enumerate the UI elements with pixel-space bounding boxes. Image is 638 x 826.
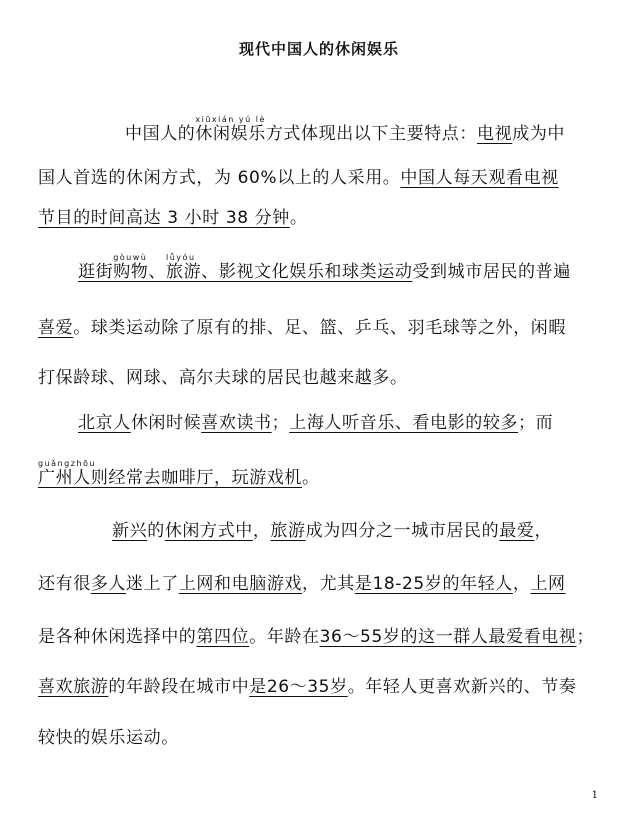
underlined-text: 北京人 xyxy=(78,413,131,433)
text: ； xyxy=(576,627,595,647)
text: 打保龄球、网球、高尔夫球的居民也越来越多。 xyxy=(38,368,408,388)
p2-line-2 xyxy=(38,318,566,338)
text: 的年龄段在城市中 xyxy=(108,677,250,697)
underlined-text: 、影视文化娱乐和球类运动 xyxy=(201,262,413,282)
p4-line-3 xyxy=(38,627,594,647)
underlined-text: 是26～35岁 xyxy=(249,677,348,697)
underlined-text: 上网 xyxy=(530,574,566,594)
ruby-xiuxian-yule xyxy=(195,115,266,144)
p4-line-2 xyxy=(38,574,566,594)
ruby-gouwu xyxy=(113,253,149,282)
underlined-text: 最爱 xyxy=(499,521,535,541)
p3-line-2 xyxy=(38,459,320,488)
p2-line-3 xyxy=(38,368,408,388)
text: 逛街 xyxy=(78,262,114,282)
text: 较快的娱乐运动。 xyxy=(38,728,179,748)
text: 、 xyxy=(148,262,167,282)
underlined-text: 喜爱 xyxy=(38,318,74,338)
underlined-text: 则经常去咖啡厅，玩游戏机 xyxy=(90,468,303,488)
text: 购物 xyxy=(113,262,149,282)
pinyin: lǚyóu xyxy=(166,253,196,262)
p4-line-4 xyxy=(38,677,577,697)
p2-line-1 xyxy=(78,253,571,282)
text: 国人首选的休闲方式，为 60%以上的人采用。 xyxy=(38,168,401,188)
p4-line-1 xyxy=(112,521,552,541)
text: 休闲时候 xyxy=(130,413,202,433)
text: 成为中 xyxy=(512,124,566,144)
underlined-text: 上网和电脑游戏 xyxy=(178,574,303,594)
text: 的 xyxy=(147,521,165,541)
underlined-text: 喜欢旅游 xyxy=(38,677,109,697)
text: ， xyxy=(252,521,271,541)
underlined-text: 多人 xyxy=(90,574,127,594)
text: 成为四分之一城市居民的 xyxy=(305,521,500,541)
text: 。球类运动除了原有的排、足、篮、乒乓、羽毛球等之外，闲暇 xyxy=(73,318,567,338)
text: 中国人的 xyxy=(125,124,196,144)
text: 。年龄在 xyxy=(249,627,320,647)
underlined-text: 休闲方式中 xyxy=(164,521,253,541)
p1-line-1 xyxy=(125,115,566,144)
text: 。年轻人更喜欢新兴的、节奏 xyxy=(347,677,577,697)
p1-line-3 xyxy=(38,208,307,228)
underlined-text: 新兴 xyxy=(112,521,148,541)
text: ；而 xyxy=(518,413,554,433)
text: 方式体现出以下主要特点： xyxy=(265,124,478,144)
text: 还有很 xyxy=(38,574,91,594)
page-title: 现代中国人的休闲娱乐 xyxy=(238,40,399,58)
text: 广州人 xyxy=(38,468,91,488)
text: 受到城市居民的普遍 xyxy=(412,262,571,282)
underlined-text: 节目的时间高达 3 小时 38 分钟 xyxy=(38,208,290,228)
underlined-text: 36～55岁的这一群人最爱看电视 xyxy=(319,627,577,647)
underlined-text: 中国人每天观看电视 xyxy=(400,168,559,188)
text: 。 xyxy=(289,208,308,228)
text: 。 xyxy=(302,468,320,488)
p4-line-5 xyxy=(38,728,179,748)
underlined-text: 上海人听音乐、看电影的较多 xyxy=(289,413,519,433)
text: 休闲娱乐 xyxy=(195,124,266,144)
underlined-text xyxy=(78,253,167,282)
text: 旅游 xyxy=(166,262,202,282)
pinyin: xiūxián yú lè xyxy=(195,115,266,124)
pinyin: guǎngzhōu xyxy=(38,459,96,468)
underlined-text: 是18-25岁的年轻人 xyxy=(354,574,513,594)
text: 是各种休闲选择中的 xyxy=(38,627,197,647)
text: ， xyxy=(512,574,531,594)
underlined-text: 旅游 xyxy=(270,521,306,541)
p1-line-2 xyxy=(38,168,559,188)
p3-line-1 xyxy=(78,413,553,433)
underlined-text: 喜欢读书 xyxy=(201,413,272,433)
text: ，尤其 xyxy=(302,574,355,594)
text: 迷上了 xyxy=(126,574,179,594)
underlined-text: 电视 xyxy=(477,124,513,144)
pinyin: gòuwù xyxy=(113,253,148,262)
page-number: 1 xyxy=(591,790,598,801)
ruby-guangzhou xyxy=(38,459,96,488)
underlined-text: 第四位 xyxy=(196,627,250,647)
text: ； xyxy=(271,413,290,433)
ruby-lvyou xyxy=(166,253,202,282)
text: ， xyxy=(534,521,553,541)
